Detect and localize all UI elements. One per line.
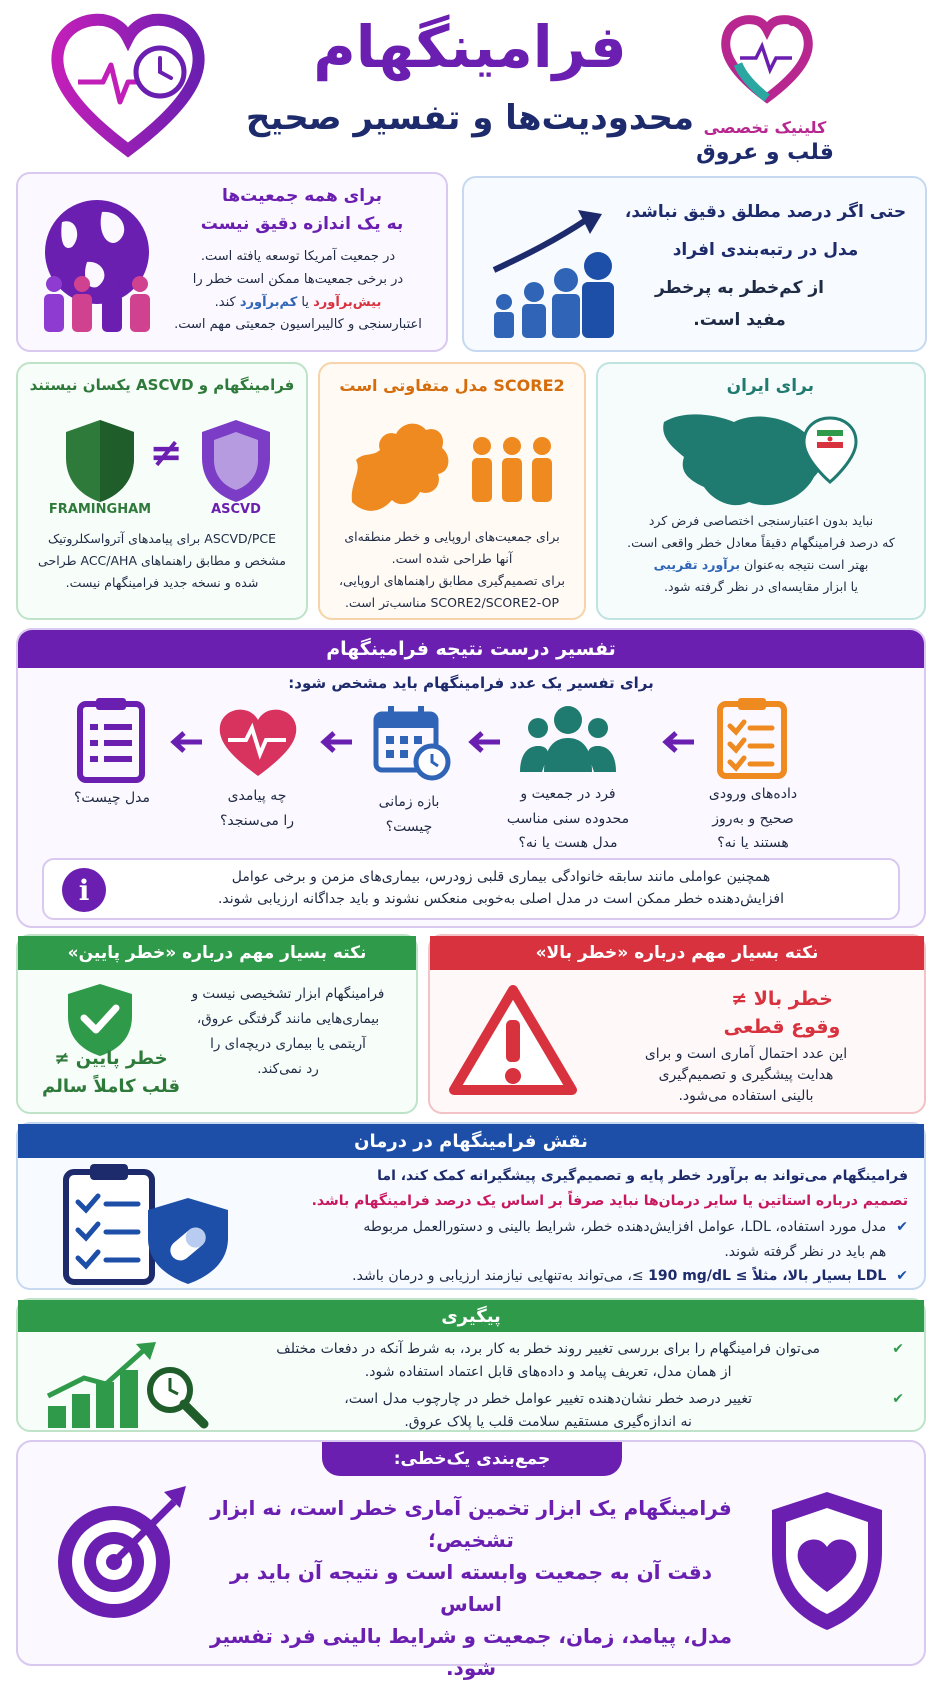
iran-line1: نباید بدون اعتبارسنجی اختصاصی فرض کرد [648,513,874,528]
step-inputs-l2: صحیح و به‌روز [712,810,794,827]
interpretation-section [16,628,926,928]
step-population-l2: محدوده سنی مناسب [506,810,630,827]
step-timeframe-l1: بازه زمانی [378,794,440,810]
treatment-bullet1 [248,1215,908,1264]
ranking-line2: مدل در رتبه‌بندی افراد [672,240,859,260]
arrow-left-icon [660,730,696,754]
followup-section [16,1298,926,1432]
step-model-l1: مدل چیست؟ [73,790,150,806]
score2-line4: SCORE2/SCORE2-OP مناسب‌تر است. [344,594,560,610]
step-population-l1: فرد در جمعیت و [520,786,616,802]
info-line2: افزایش‌دهنده خطر ممکن است در مدل اصلی به‌خوبی منعکس نشوند و باید جداگانه ارزیابی شوند. [217,891,785,908]
europe-map-people-icon [342,412,568,532]
populations-title1: برای همه جمعیت‌ها [221,186,383,206]
check-icon-2: ✔ [896,1268,908,1284]
low-risk-line2: بیماری‌هایی مانند گرفتگی عروق، [196,1010,380,1027]
low-risk-line3: آریتمی یا بیماری دریچه‌ای را [210,1035,366,1052]
low-risk-band: نکته بسیار مهم درباره «خطر پایین» [18,936,416,970]
header [0,0,941,175]
summary-line1: فرامینگهام یک ابزار تخمین آماری خطر است، نه ابزار تشخیص؛ [210,1496,732,1552]
score2-line2: آنها طراحی شده است. [391,550,513,566]
treatment-text [248,1164,908,1289]
populations-line4: اعتبارسنجی و کالیبراسیون جمعیتی مهم است. [174,317,422,333]
arrow-left-icon-4 [168,730,204,754]
arrow-left-icon-3 [318,730,354,754]
treatment-b2-a: LDL بسیار بالا، مثلاً ≥ [730,1268,887,1284]
clinic-name-line1: کلینیک تخصصی [703,118,827,137]
score2-line1: برای جمعیت‌های اروپایی و خطر منطقه‌ای [344,529,560,544]
high-risk-line3: بالینی استفاده می‌شود. [678,1088,814,1104]
check-icon-4: ✔ [892,1391,904,1408]
clinic-name-line2: قلب و عروق [696,140,834,165]
populations-body [158,246,438,337]
heart-pulse-icon [216,706,300,778]
high-risk-line1: این عدد احتمال آماری است و برای [644,1046,848,1062]
step-outcome-l1: چه پیامدی [227,788,287,804]
treatment-b2-c: ≥، می‌تواند به‌تنهایی نیازمند ارزیابی و درمان باشد. [352,1268,649,1284]
ascvd-line2: مشخص و مطابق راهنماهای ACC/AHA طراحی [38,552,286,568]
low-risk-big2: قلب کاملاً سالم [41,1076,181,1097]
check-icon-3: ✔ [892,1341,904,1357]
high-risk-card [428,934,926,1114]
followup-b2-l2: نه اندازه‌گیری مستقیم سلامت قلب یا پلاک عروق. [404,1414,692,1431]
heart-clock-icon [48,10,208,160]
step-inputs-l1: داده‌های ورودی [708,786,798,802]
summary-section [16,1440,926,1680]
page-subtitle: محدودیت‌ها و تفسیر صحیح [245,98,695,138]
score2-card [318,362,586,620]
ascvd-line1: ASCVD/PCE برای پیامدهای آترواسکلروتیک [47,531,277,546]
treatment-b1-l1: مدل مورد استفاده، LDL، عوامل افزایش‌دهنده خطر، شرایط بالینی و دستورالعمل مربوطه [363,1219,887,1235]
step-model [60,786,164,811]
checklist-clipboard-icon [714,696,790,780]
or-word: یا [297,294,314,310]
high-risk-body [580,1044,912,1107]
followup-b1-l2: از همان مدل، تعریف پیامد و داده‌های قابل اعتماد استفاده شود. [364,1364,732,1381]
check-shield-icon [62,980,138,1058]
step-inputs [688,782,818,856]
over-estimate: بیش‌برآورد [313,294,382,310]
populations-line2: در برخی جمعیت‌ها ممکن است خطر را [192,271,404,287]
summary-text [198,1492,744,1684]
summary-pill: جمع‌بندی یک‌خطی: [322,1442,622,1476]
treatment-line2: تصمیم درباره استاتین یا سایر درمان‌ها نباید صرفاً بر اساس یک درصد فرامینگهام باشد. [311,1192,908,1209]
ldl-threshold: 190 mg/dL [648,1268,731,1284]
treatment-line1: فرامینگهام می‌تواند به برآورد خطر پایه و تصمیم‌گیری پیشگیرانه کمک کند، اما [377,1168,908,1184]
step-timeframe-l2: چیست؟ [385,818,433,835]
label-ascvd: ASCVD [211,502,261,517]
ranking-card [462,176,927,352]
ascvd-body [24,528,300,594]
info-text [114,866,888,911]
high-risk-line2: هدایت پیشگیری و تصمیم‌گیری [658,1067,834,1083]
iran-line2: که درصد فرامینگهام دقیقاً معادل خطر واقعی است. [627,534,895,550]
treatment-band: نقش فرامینگهام در درمان [18,1124,924,1158]
high-risk-band: نکته بسیار مهم درباره «خطر بالا» [430,936,924,970]
iran-line3 [604,554,918,576]
score2-body [326,526,578,614]
ranking-line4: مفید است. [693,310,786,330]
step-inputs-l3: هستند یا نه؟ [717,835,789,851]
iran-title: برای ایران [726,376,814,396]
score2-line3: برای تصمیم‌گیری مطابق راهنماهای اروپایی، [338,572,566,588]
arrow-left-icon-2 [466,730,502,754]
summary-line2: دقت آن به جمعیت وابسته است و نتیجه آن باید بر اساس [229,1560,713,1616]
clinic-heart-logo-icon [712,8,822,104]
warning-triangle-icon [448,984,578,1096]
low-risk-card [16,934,418,1114]
step-population-l3: مدل هست یا نه؟ [518,835,618,851]
followup-b1-l1: می‌توان فرامینگهام را برای بررسی تغییر روند خطر به کار برد، به شرط آنکه در دفعات مختلف [276,1341,820,1357]
people-growth-icon [486,200,616,340]
treatment-section [16,1122,926,1290]
low-risk-line1: فرامینگهام ابزار تشخیصی نیست و [191,986,385,1002]
iran-map-pin-icon [654,402,874,522]
followup-bullet2 [218,1388,904,1434]
followup-b2-l1: تغییر درصد خطر نشان‌دهنده تغییر عوامل خطر در چارچوب مدل است، [344,1391,753,1408]
populations-line1: در جمعیت آمریکا توسعه یافته است. [200,249,396,264]
iran-body [604,510,918,598]
treatment-bullet2 [248,1264,908,1289]
ascvd-line3: شده و نسخه جدید فرامینگهام نیست. [65,574,259,590]
group-people-icon [518,702,618,774]
info-icon: i [62,868,106,912]
low-risk-line4: رد نمی‌کند. [257,1060,319,1077]
step-population [488,782,648,856]
step-outcome [202,784,312,833]
kond-word: کند. [214,294,240,310]
populations-card [16,172,448,352]
interpretation-lead: برای تفسیر یک عدد فرامینگهام باید مشخص شود: [288,674,654,692]
check-icon: ✔ [896,1219,908,1235]
step-timeframe [354,790,464,839]
model-clipboard-icon [76,696,146,782]
populations-line3 [158,292,438,315]
step-outcome-l2: را می‌سنجد؟ [219,812,295,829]
label-framingham: FRAMINGHAM [48,502,152,517]
ranking-line3: از کم‌خطر به پرخطر [654,278,824,298]
info-line1: همچنین عواملی مانند سابقه خانوادگی بیماری قلبی زودرس، بیماری‌های مزمن و برخی عوامل [231,869,771,885]
info-bar [42,858,900,920]
iran-line3-a: بهتر است نتیجه به‌عنوان [740,556,869,572]
iran-card [596,362,926,620]
neq-sign: ≠ [149,430,183,476]
ascvd-shield-icon [196,416,276,506]
page-title: فرامینگهام [313,13,627,81]
approx-estimate: برآورد تقریبی [653,556,741,572]
globe-people-icon [32,192,162,337]
ascvd-title: فرامینگهام و ASCVD یکسان نیستند [29,376,295,394]
treatment-b1-l2: هم باید در نظر گرفته شوند. [724,1243,887,1260]
populations-title2: به یک اندازه دقیق نیست [200,214,404,234]
summary-line3: مدل، پیامد، زمان، جمعیت و شرایط بالینی فرد تفسیر شود. [210,1624,732,1680]
followup-bullet1 [218,1338,904,1384]
ranking-line1: حتی اگر درصد مطلق دقیق نباشد، [624,202,907,222]
high-risk-big1: خطر بالا ≠ [731,988,833,1010]
ascvd-card [16,362,308,620]
calendar-clock-icon [372,704,452,782]
growth-chart-magnifier-icon [44,1340,214,1430]
iran-line4: یا ابزار مقایسه‌ای در نظر گرفته شود. [664,578,858,594]
high-risk-big2: وقوع قطعی [723,1016,841,1038]
target-arrow-icon [44,1478,194,1628]
followup-band: پیگیری [18,1300,924,1332]
low-risk-big1: خطر پایین ≠ [54,1048,168,1069]
score2-title: SCORE2 مدل متفاوتی است [339,376,565,395]
followup-text [218,1338,904,1434]
low-risk-body [168,982,408,1082]
clipboard-pill-shield-icon [60,1158,240,1288]
framingham-shield-icon [60,416,140,506]
heart-shield-icon [762,1486,892,1636]
under-estimate: کم‌برآورد [239,294,298,310]
interpretation-band: تفسیر درست نتیجه فرامینگهام [18,630,924,668]
